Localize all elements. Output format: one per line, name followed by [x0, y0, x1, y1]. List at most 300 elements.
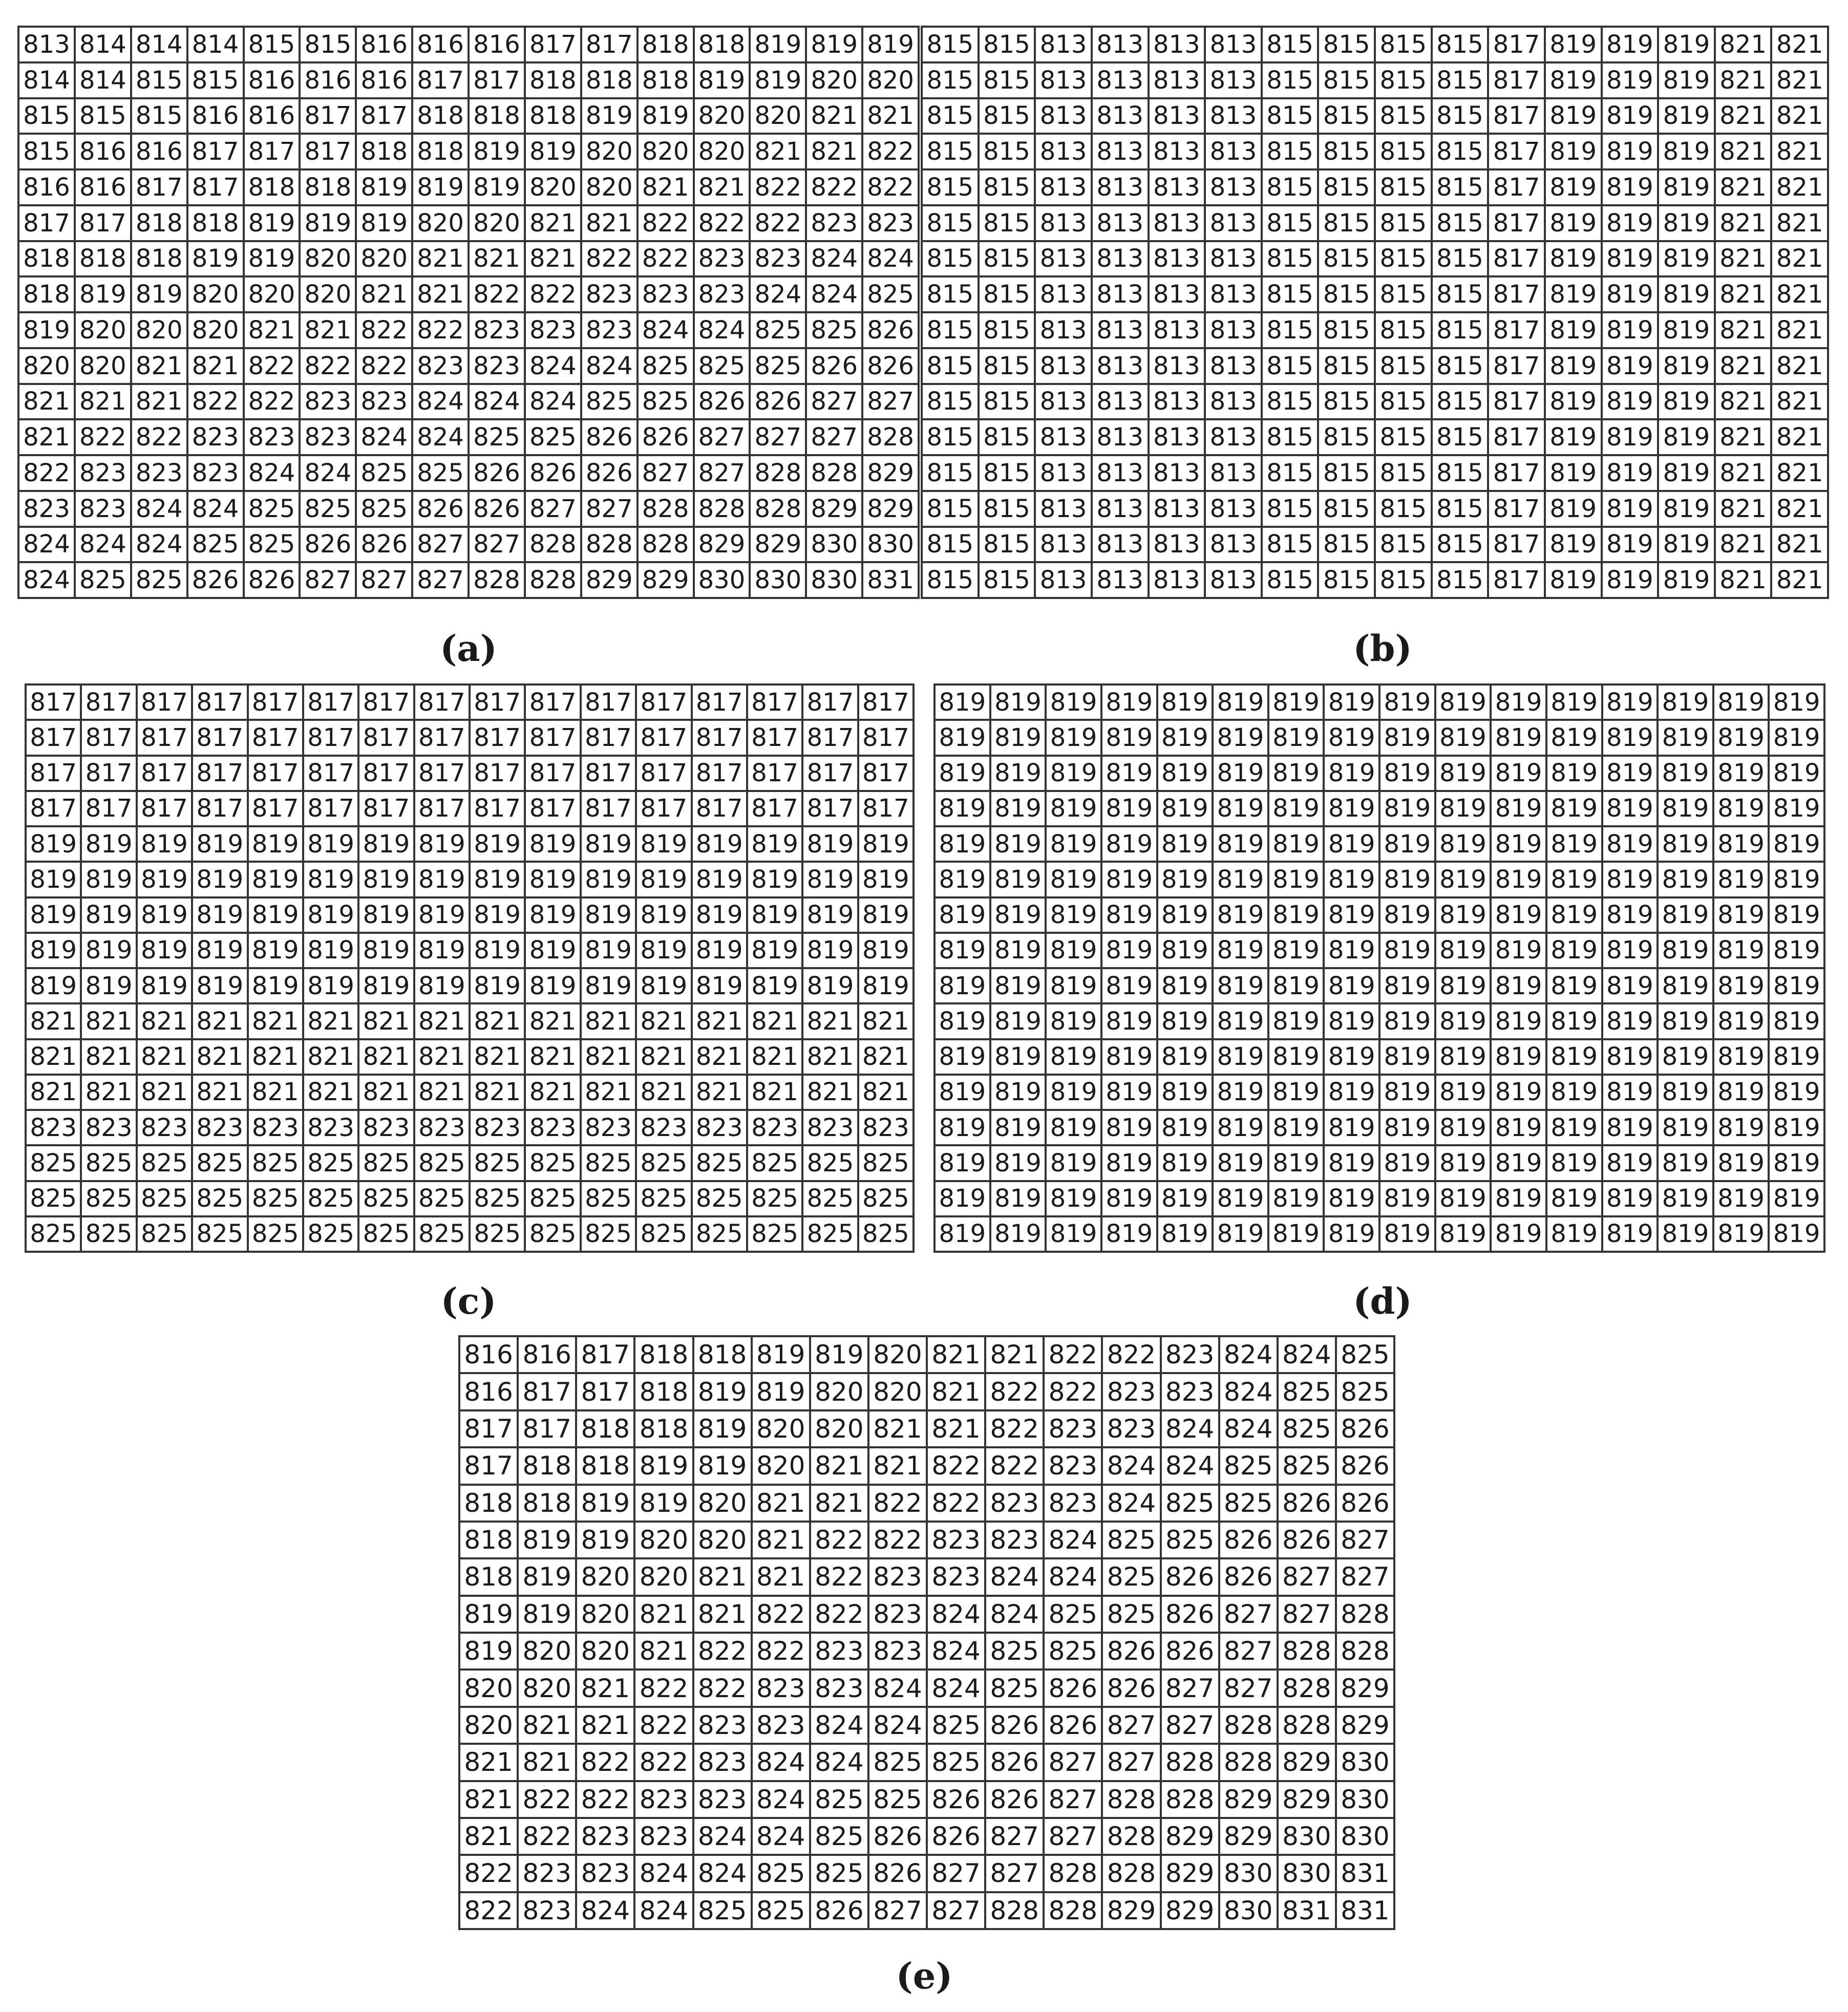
grid-cell: 819 — [1046, 684, 1101, 720]
grid-cell: 826 — [581, 419, 638, 455]
grid-cell: 824 — [18, 562, 75, 598]
grid-cell: 817 — [1488, 419, 1545, 455]
grid-cell: 819 — [1546, 1075, 1602, 1110]
grid-cell: 816 — [459, 1373, 518, 1410]
grid-cell: 821 — [137, 1003, 192, 1039]
grid-cell: 819 — [1546, 862, 1602, 897]
grid-cell: 818 — [576, 1410, 634, 1447]
grid-cell: 817 — [26, 720, 81, 755]
table-row — [922, 312, 1828, 348]
grid-cell: 822 — [694, 205, 750, 241]
grid-cell: 813 — [1205, 205, 1262, 241]
grid-cell: 819 — [1658, 241, 1715, 277]
grid-cell: 827 — [868, 1892, 927, 1929]
grid-cell: 820 — [518, 1633, 576, 1669]
grid-cell: 825 — [752, 1855, 810, 1892]
grid-cell: 815 — [1375, 134, 1432, 169]
grid-cell: 819 — [1268, 1003, 1324, 1039]
grid-cell: 819 — [1435, 826, 1491, 862]
table-row — [18, 384, 919, 420]
grid-cell: 820 — [300, 241, 356, 277]
table-row — [934, 933, 1824, 968]
grid-cell: 819 — [1379, 720, 1435, 755]
grid-cell: 824 — [525, 384, 581, 420]
grid-cell: 819 — [192, 897, 247, 933]
grid-cell: 819 — [1268, 720, 1324, 755]
grid-cell: 821 — [1715, 562, 1772, 598]
grid-cell: 815 — [922, 62, 979, 98]
grid-cell: 823 — [356, 384, 412, 420]
grid-cell: 828 — [525, 527, 581, 563]
table-row — [18, 62, 919, 98]
grid-cell: 821 — [414, 1075, 470, 1110]
grid-cell: 824 — [927, 1596, 985, 1633]
grid-cell: 819 — [1379, 862, 1435, 897]
grid-cell: 825 — [244, 491, 300, 527]
grid-cell: 813 — [1205, 312, 1262, 348]
grid-cell: 825 — [26, 1145, 81, 1181]
grid-cell: 815 — [1318, 527, 1375, 563]
grid-cell: 824 — [75, 527, 131, 563]
grid-cell: 819 — [248, 897, 303, 933]
grid-cell: 815 — [1375, 384, 1432, 420]
grid-cell: 829 — [1102, 1892, 1160, 1929]
grid-cell: 822 — [469, 276, 525, 312]
grid-cell: 824 — [868, 1669, 927, 1706]
grid-cell: 821 — [248, 1039, 303, 1075]
grid-cell: 819 — [1379, 1003, 1435, 1039]
grid-cell: 819 — [1713, 791, 1769, 826]
grid-cell: 823 — [576, 1855, 634, 1892]
grid-cell: 815 — [1375, 348, 1432, 384]
grid-cell: 819 — [1101, 791, 1157, 826]
grid-cell: 821 — [244, 312, 300, 348]
grid-cell: 813 — [1092, 241, 1149, 277]
grid-cell: 828 — [581, 527, 638, 563]
grid-cell: 823 — [581, 1110, 636, 1145]
grid-cell: 825 — [802, 1145, 858, 1181]
grid-cell: 817 — [1488, 241, 1545, 277]
grid-cell: 817 — [192, 684, 247, 720]
grid-cell: 814 — [18, 62, 75, 98]
grid-cell: 821 — [1715, 491, 1772, 527]
grid-cell: 819 — [1268, 862, 1324, 897]
table-row — [18, 455, 919, 491]
caption-panel-b: (b) — [1353, 627, 1412, 670]
grid-cell: 819 — [137, 933, 192, 968]
grid-cell: 821 — [1771, 348, 1828, 384]
grid-cell: 821 — [303, 1003, 358, 1039]
grid-cell: 821 — [518, 1744, 576, 1781]
grid-cell: 824 — [694, 312, 750, 348]
table-row — [459, 1410, 1394, 1447]
grid-cell: 818 — [18, 241, 75, 277]
grid-cell: 815 — [1318, 348, 1375, 384]
grid-cell: 821 — [303, 1039, 358, 1075]
grid-cell: 822 — [693, 1633, 752, 1669]
grid-cell: 828 — [1278, 1633, 1336, 1669]
grid-cell: 819 — [1545, 98, 1602, 134]
grid-cell: 821 — [192, 1075, 247, 1110]
grid-cell: 819 — [1157, 1075, 1213, 1110]
grid-cell: 825 — [81, 1216, 136, 1252]
grid-cell: 819 — [1546, 756, 1602, 791]
table-row — [459, 1373, 1394, 1410]
grid-cell: 817 — [581, 756, 636, 791]
grid-cell: 813 — [1035, 276, 1092, 312]
grid-cell: 825 — [470, 1181, 525, 1216]
grid-cell: 825 — [525, 1216, 580, 1252]
grid-cell: 816 — [459, 1336, 518, 1373]
panel-a — [17, 26, 920, 599]
grid-cell: 829 — [806, 491, 862, 527]
grid-cell: 819 — [692, 933, 747, 968]
grid-cell: 825 — [802, 1216, 858, 1252]
grid-cell: 821 — [1771, 98, 1828, 134]
grid-cell: 815 — [18, 134, 75, 169]
grid-cell: 825 — [81, 1181, 136, 1216]
grid-cell: 819 — [1713, 826, 1769, 862]
grid-cell: 821 — [581, 1075, 636, 1110]
grid-cell: 819 — [470, 933, 525, 968]
grid-cell: 820 — [752, 1410, 810, 1447]
grid-cell: 816 — [469, 27, 525, 62]
grid-cell: 821 — [858, 1039, 914, 1075]
grid-cell: 819 — [1546, 826, 1602, 862]
grid-cell: 828 — [1044, 1855, 1102, 1892]
caption-panel-c: (c) — [440, 1280, 497, 1322]
grid-cell: 821 — [1715, 455, 1772, 491]
grid-cell: 818 — [576, 1447, 634, 1484]
grid-cell: 820 — [300, 276, 356, 312]
grid-cell: 821 — [358, 1003, 414, 1039]
grid-cell: 821 — [747, 1003, 802, 1039]
grid-cell: 819 — [1101, 720, 1157, 755]
grid-cell: 819 — [693, 1373, 752, 1410]
grid-cell: 819 — [1602, 1181, 1658, 1216]
table-row — [934, 897, 1824, 933]
grid-cell: 817 — [300, 98, 356, 134]
table-row — [18, 491, 919, 527]
grid-cell: 826 — [806, 348, 862, 384]
grid-cell: 827 — [1161, 1669, 1219, 1706]
grid-cell: 827 — [927, 1855, 985, 1892]
grid-cell: 819 — [1713, 897, 1769, 933]
grid-cell: 823 — [747, 1110, 802, 1145]
grid-cell: 817 — [356, 98, 412, 134]
grid-cell: 819 — [1602, 527, 1659, 563]
grid-cell: 821 — [1771, 62, 1828, 98]
grid-cell: 827 — [985, 1818, 1044, 1855]
table-row — [459, 1818, 1394, 1855]
grid-cell: 825 — [412, 455, 469, 491]
grid-cell: 815 — [922, 562, 979, 598]
grid-cell: 822 — [300, 348, 356, 384]
grid-cell: 819 — [1545, 205, 1602, 241]
grid-cell: 817 — [747, 756, 802, 791]
grid-cell: 815 — [979, 169, 1035, 205]
grid-cell: 819 — [692, 897, 747, 933]
grid-cell: 819 — [414, 968, 470, 1003]
grid-cell: 824 — [1161, 1410, 1219, 1447]
grid-cell: 813 — [1149, 134, 1205, 169]
grid-cell: 819 — [1602, 933, 1658, 968]
grid-cell: 820 — [75, 312, 131, 348]
grid-cell: 822 — [518, 1818, 576, 1855]
grid-cell: 815 — [1432, 98, 1489, 134]
grid-cell: 819 — [1046, 720, 1101, 755]
grid-cell: 819 — [1157, 1145, 1213, 1181]
grid-cell: 819 — [303, 862, 358, 897]
grid-cell: 826 — [244, 562, 300, 598]
grid-cell: 824 — [525, 348, 581, 384]
grid-cell: 821 — [1771, 134, 1828, 169]
grid-cell: 819 — [1546, 1110, 1602, 1145]
grid-cell: 819 — [1268, 933, 1324, 968]
grid-cell: 825 — [692, 1181, 747, 1216]
grid-cell: 819 — [1046, 933, 1101, 968]
grid-cell: 825 — [1278, 1410, 1336, 1447]
grid-cell: 817 — [81, 720, 136, 755]
grid-cell: 813 — [1035, 98, 1092, 134]
grid-cell: 817 — [192, 756, 247, 791]
grid-cell: 815 — [131, 98, 187, 134]
grid-cell: 817 — [248, 720, 303, 755]
grid-cell: 813 — [1205, 241, 1262, 277]
grid-cell: 827 — [927, 1892, 985, 1929]
grid-cell: 817 — [1488, 562, 1545, 598]
grid-cell: 829 — [1219, 1781, 1278, 1818]
table-row — [922, 241, 1828, 277]
grid-cell: 822 — [244, 348, 300, 384]
grid-cell: 821 — [750, 134, 806, 169]
grid-cell: 824 — [810, 1707, 868, 1744]
grid-cell: 823 — [244, 419, 300, 455]
grid-cell: 830 — [806, 527, 862, 563]
grid-cell: 817 — [802, 720, 858, 755]
grid-cell: 822 — [1044, 1373, 1102, 1410]
table-row — [18, 134, 919, 169]
grid-cell: 819 — [636, 968, 691, 1003]
grid-cell: 823 — [131, 455, 187, 491]
grid-cell: 825 — [1102, 1596, 1160, 1633]
grid-cell: 815 — [922, 527, 979, 563]
grid-cell: 825 — [300, 491, 356, 527]
grid-cell: 825 — [1102, 1522, 1160, 1558]
table-row — [934, 684, 1824, 720]
grid-cell: 815 — [1262, 491, 1319, 527]
grid-cell: 815 — [1375, 62, 1432, 98]
grid-cell: 819 — [1324, 720, 1379, 755]
grid-cell: 825 — [1161, 1522, 1219, 1558]
grid-cell: 822 — [638, 205, 694, 241]
grid-cell: 825 — [752, 1892, 810, 1929]
grid-cell: 816 — [356, 62, 412, 98]
grid-cell: 819 — [1046, 791, 1101, 826]
grid-cell: 819 — [934, 1181, 990, 1216]
grid-cell: 817 — [802, 684, 858, 720]
grid-cell: 819 — [1379, 1181, 1435, 1216]
table-row — [18, 205, 919, 241]
grid-cell: 819 — [1379, 791, 1435, 826]
grid-cell: 819 — [806, 27, 862, 62]
grid-cell: 826 — [1102, 1669, 1160, 1706]
grid-cell: 825 — [581, 384, 638, 420]
grid-cell: 819 — [248, 826, 303, 862]
table-row — [934, 756, 1824, 791]
grid-cell: 819 — [581, 826, 636, 862]
grid-cell: 817 — [581, 791, 636, 826]
grid-cell: 819 — [934, 826, 990, 862]
table-row — [18, 98, 919, 134]
grid-panel-e — [458, 1335, 1395, 1930]
grid-cell: 815 — [1432, 276, 1489, 312]
grid-cell: 821 — [1771, 527, 1828, 563]
grid-cell: 819 — [1602, 241, 1659, 277]
grid-cell: 815 — [922, 455, 979, 491]
grid-cell: 817 — [470, 720, 525, 755]
grid-cell: 823 — [192, 1110, 247, 1145]
grid-cell: 819 — [470, 968, 525, 1003]
grid-cell: 826 — [1278, 1485, 1336, 1522]
grid-cell: 817 — [412, 62, 469, 98]
grid-cell: 824 — [1278, 1336, 1336, 1373]
grid-cell: 819 — [1545, 312, 1602, 348]
grid-cell: 817 — [692, 756, 747, 791]
grid-cell: 821 — [985, 1336, 1044, 1373]
grid-cell: 815 — [1375, 98, 1432, 134]
grid-cell: 819 — [1157, 720, 1213, 755]
grid-cell: 815 — [75, 98, 131, 134]
grid-cell: 813 — [1149, 276, 1205, 312]
grid-cell: 819 — [1769, 720, 1824, 755]
grid-cell: 819 — [525, 897, 580, 933]
panel-b — [921, 26, 1829, 599]
table-row — [459, 1596, 1394, 1633]
grid-cell: 818 — [75, 241, 131, 277]
grid-cell: 828 — [469, 562, 525, 598]
grid-cell: 829 — [1278, 1781, 1336, 1818]
grid-cell: 819 — [1491, 1145, 1546, 1181]
grid-cell: 819 — [1101, 862, 1157, 897]
grid-cell: 821 — [1715, 205, 1772, 241]
grid-cell: 815 — [979, 241, 1035, 277]
grid-cell: 823 — [303, 1110, 358, 1145]
grid-cell: 817 — [414, 791, 470, 826]
grid-cell: 819 — [1213, 897, 1268, 933]
grid-cell: 821 — [1715, 169, 1772, 205]
grid-cell: 819 — [934, 897, 990, 933]
table-row — [934, 1181, 1824, 1216]
grid-cell: 819 — [1769, 826, 1824, 862]
grid-cell: 823 — [858, 1110, 914, 1145]
grid-cell: 827 — [862, 384, 919, 420]
table-row — [26, 1216, 914, 1252]
grid-cell: 823 — [1044, 1485, 1102, 1522]
grid-cell: 815 — [1262, 134, 1319, 169]
grid-cell: 830 — [1336, 1781, 1394, 1818]
grid-cell: 819 — [752, 1373, 810, 1410]
grid-cell: 819 — [137, 897, 192, 933]
grid-cell: 823 — [18, 491, 75, 527]
grid-cell: 827 — [1219, 1596, 1278, 1633]
grid-cell: 819 — [18, 312, 75, 348]
grid-cell: 831 — [1336, 1855, 1394, 1892]
grid-cell: 828 — [1219, 1744, 1278, 1781]
grid-cell: 822 — [927, 1447, 985, 1484]
grid-cell: 819 — [1658, 98, 1715, 134]
grid-cell: 820 — [525, 169, 581, 205]
grid-cell: 817 — [81, 756, 136, 791]
grid-cell: 827 — [1336, 1522, 1394, 1558]
grid-cell: 821 — [303, 1075, 358, 1110]
grid-cell: 819 — [634, 1447, 693, 1484]
table-row — [934, 1075, 1824, 1110]
grid-cell: 825 — [131, 562, 187, 598]
grid-cell: 818 — [244, 169, 300, 205]
grid-cell: 821 — [581, 205, 638, 241]
grid-cell: 825 — [414, 1216, 470, 1252]
grid-cell: 819 — [414, 897, 470, 933]
grid-cell: 825 — [862, 276, 919, 312]
grid-cell: 819 — [1435, 897, 1491, 933]
grid-cell: 818 — [412, 98, 469, 134]
grid-cell: 819 — [1491, 1039, 1546, 1075]
grid-cell: 819 — [470, 897, 525, 933]
grid-cell: 818 — [356, 134, 412, 169]
grid-cell: 827 — [412, 527, 469, 563]
grid-cell: 819 — [1213, 1181, 1268, 1216]
grid-cell: 815 — [1432, 419, 1489, 455]
grid-cell: 819 — [934, 1075, 990, 1110]
grid-cell: 822 — [459, 1892, 518, 1929]
grid-cell: 819 — [1491, 791, 1546, 826]
grid-cell: 819 — [525, 933, 580, 968]
grid-cell: 820 — [634, 1558, 693, 1595]
grid-cell: 823 — [694, 241, 750, 277]
grid-cell: 823 — [634, 1781, 693, 1818]
grid-cell: 825 — [750, 312, 806, 348]
grid-cell: 825 — [985, 1633, 1044, 1669]
grid-cell: 813 — [1205, 27, 1262, 62]
table-row — [18, 276, 919, 312]
grid-cell: 819 — [358, 862, 414, 897]
grid-cell: 815 — [1432, 527, 1489, 563]
grid-cell: 819 — [1435, 1075, 1491, 1110]
grid-cell: 828 — [638, 527, 694, 563]
grid-cell: 819 — [1546, 1039, 1602, 1075]
grid-cell: 824 — [1044, 1522, 1102, 1558]
grid-cell: 821 — [412, 241, 469, 277]
grid-cell: 819 — [470, 826, 525, 862]
grid-cell: 819 — [518, 1558, 576, 1595]
grid-cell: 819 — [990, 933, 1046, 968]
grid-cell: 817 — [81, 684, 136, 720]
grid-cell: 819 — [1602, 1039, 1658, 1075]
table-row — [459, 1669, 1394, 1706]
table-row — [934, 1145, 1824, 1181]
grid-cell: 819 — [1545, 241, 1602, 277]
grid-cell: 819 — [525, 134, 581, 169]
grid-cell: 819 — [1545, 419, 1602, 455]
grid-cell: 819 — [934, 862, 990, 897]
grid-cell: 827 — [985, 1855, 1044, 1892]
grid-cell: 815 — [1432, 241, 1489, 277]
grid-cell: 819 — [1545, 169, 1602, 205]
grid-cell: 819 — [858, 826, 914, 862]
grid-cell: 819 — [1268, 1075, 1324, 1110]
table-row — [459, 1744, 1394, 1781]
